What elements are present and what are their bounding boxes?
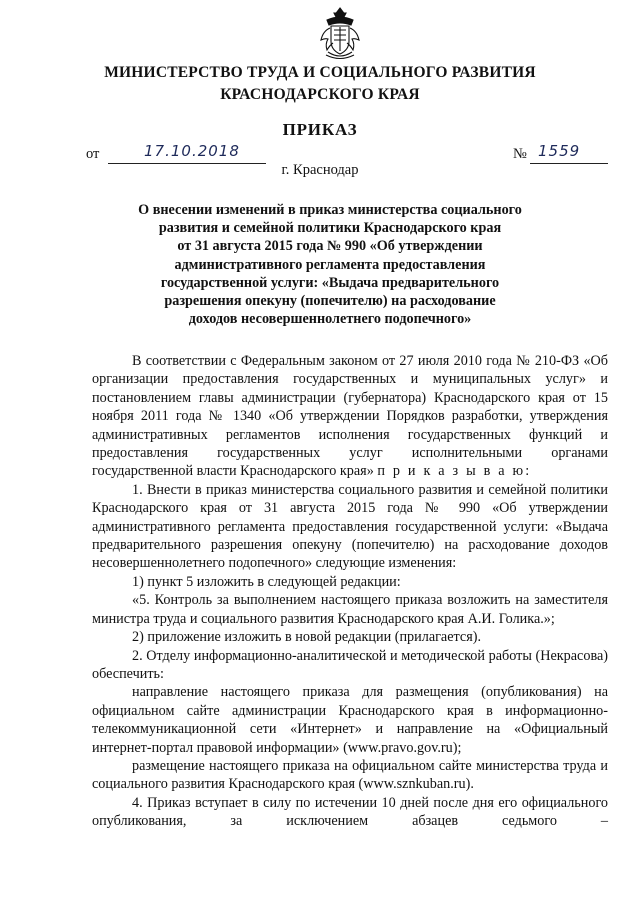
paragraph-site-placement: размещение настоящего приказа на официальном сайте министерства труда и социального развития Краснодарского края (www.sznkuban.ru).: [92, 757, 608, 793]
coat-of-arms-emblem: [318, 6, 362, 60]
subject-line: от 31 августа 2015 года № 990 «Об утверждении: [177, 238, 483, 255]
subject-line: государственной услуги: «Выдача предварительного: [160, 274, 500, 291]
paragraph-item-4: 4. Приказ вступает в силу по истечении 10 дней после дня его официального опубликования, за исключением абзацев седьмого –: [92, 794, 608, 830]
preamble-text: В соответствии с Федеральным законом от 27 июля 2010 года № 210-ФЗ «Об организации предоставления государственных и муниципальных услуг» и постановлением главы администрации (губернатора) Краснодарского края от 15 ноября 2011 года № 1340 «Об утверждении Порядков разработки, утверждения административных регламентов исполнения государственных функций и предоставления государственных услуг исполнительными органами государственной власти Краснодарского края»: [92, 353, 608, 480]
number-label: №: [513, 146, 527, 162]
document-type-title: ПРИКАЗ: [282, 120, 358, 139]
city-name: г. Краснодар: [281, 162, 359, 178]
order-verb: п р и к а з ы в а ю:: [377, 463, 532, 480]
subject-line: О внесении изменений в приказ министерства социального: [138, 202, 522, 218]
subject-line: доходов несовершеннолетнего подопечного»: [188, 311, 472, 328]
paragraph-subitem-1: 1) пункт 5 изложить в следующей редакции:: [132, 573, 401, 590]
paragraph-item-2: 2. Отделу информационно-аналитической и методической работы (Некрасова) обеспечить:: [92, 647, 608, 682]
order-subject-title: [112, 201, 548, 328]
handwritten-number: 1559: [538, 142, 581, 160]
organization-name-line-1: МИНИСТЕРСТВО ТРУДА И СОЦИАЛЬНОГО РАЗВИТИЯ: [104, 64, 536, 81]
from-label: от: [86, 146, 100, 162]
organization-name-line-2: КРАСНОДАРСКОГО КРАЯ: [220, 86, 420, 103]
paragraph-point-5-text: «5. Контроль за выполнением настоящего приказа возложить на заместителя министра труда и социального развития Краснодарского края А.И. Голика.»;: [92, 592, 608, 627]
paragraph-subitem-2: 2) приложение изложить в новой редакции (прилагается).: [132, 629, 481, 646]
handwritten-date: 17.10.2018: [144, 142, 240, 160]
subject-line: административного регламента предоставления: [174, 256, 486, 273]
subject-line: развития и семейной политики Краснодарского края: [158, 220, 502, 237]
paragraph-publication: направление настоящего приказа для размещения (опубликования) на официальном сайте администрации Краснодарского края в информационно-телекоммуникационной сети «Интернет» и направление на «Официальный интернет-портал правовой информации» (www.pravo.gov.ru);: [92, 684, 608, 756]
paragraph-item-1: 1. Внести в приказ министерства социального развития и семейной политики Краснодарского края от 31 августа 2015 года № 990 «Об утверждении административного регламента предоставления государственной услуги: «Выдача предварительного разрешения опекуну (попечителю) на расходование доходов несовершеннолетнего подопечного» следующие изменения:: [92, 481, 608, 572]
order-body: [92, 352, 608, 831]
subject-line: разрешения опекуну (попечителю) на расходование: [164, 293, 496, 310]
preamble-paragraph: [92, 352, 608, 481]
